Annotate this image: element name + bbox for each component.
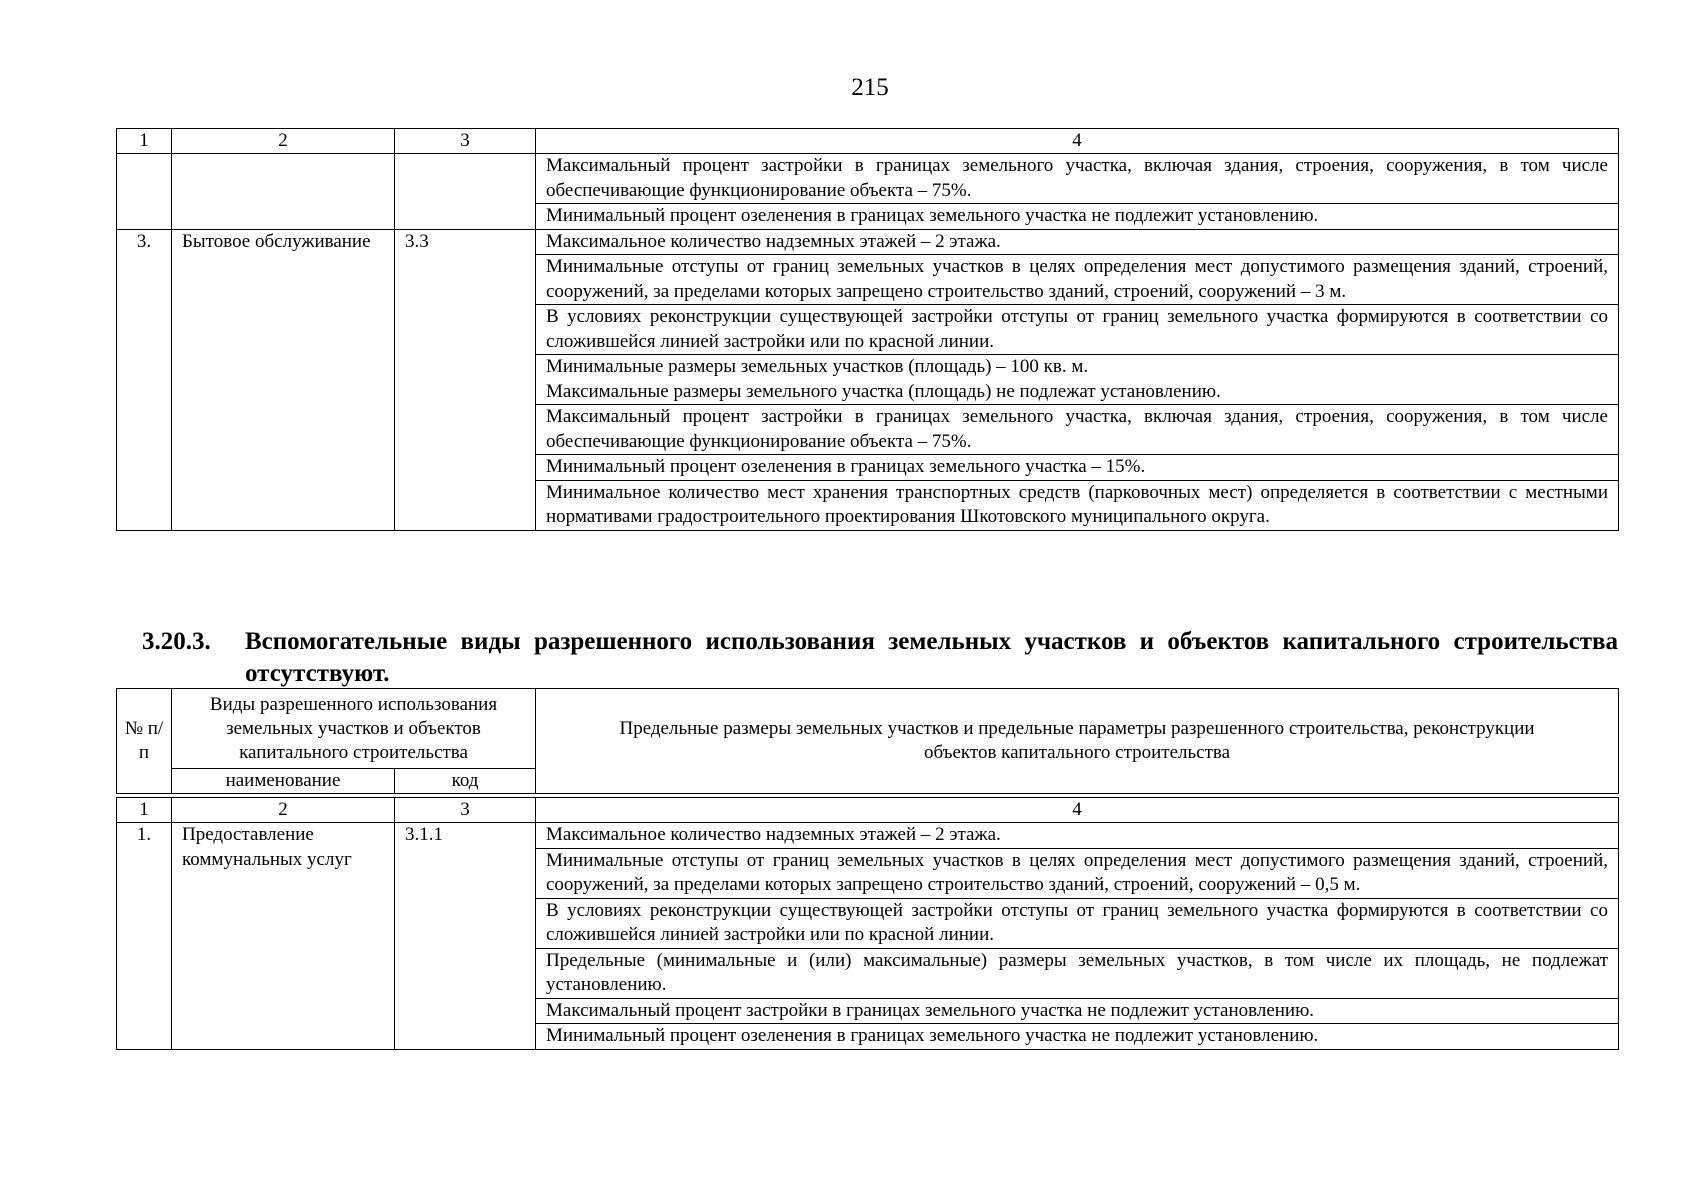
- entry-code: 3.1.1: [395, 823, 536, 1050]
- entry-number: 1.: [117, 823, 172, 1050]
- column-number: 4: [536, 129, 1619, 154]
- header-num-col: № п/п: [117, 689, 172, 794]
- param-line: Максимальные размеры земельного участка (площадь) не подлежат установлению.: [546, 380, 1221, 402]
- param-cell: Минимальные отступы от границ земельных участков в целях определения мест допустимого размещения зданий, строений, сооружений, за пределами которых запрещено строительство зданий, строений, сооружений – 0,5 м.: [536, 848, 1619, 898]
- section-heading: [142, 626, 1618, 690]
- param-cell: Максимальный процент застройки в границах земельного участка не подлежит установлению.: [536, 998, 1619, 1024]
- column-number: 2: [172, 129, 395, 154]
- param-cell: Максимальный процент застройки в границах земельного участка, включая здания, строения, сооружения, в том числе обеспечивающие функционирование объекта – 75%.: [536, 405, 1619, 455]
- param-cell: Максимальное количество надземных этажей – 2 этажа.: [536, 823, 1619, 849]
- column-number: 1: [117, 798, 172, 823]
- column-number: 2: [172, 798, 395, 823]
- entry-name: Предоставление коммунальных услуг: [172, 823, 395, 1050]
- column-number: 3: [395, 129, 536, 154]
- table-row: [117, 154, 1619, 204]
- table-row: [117, 823, 1619, 849]
- column-number: 4: [536, 798, 1619, 823]
- column-number: 3: [395, 798, 536, 823]
- header-code-col: код: [395, 769, 536, 794]
- param-cell: Максимальное количество надземных этажей – 2 этажа.: [536, 229, 1619, 255]
- second-table-header: [116, 688, 1619, 794]
- empty-cell: [172, 154, 395, 230]
- header-types-col: Виды разрешенного использования земельных участков и объектов капитального строительства: [172, 689, 536, 769]
- entry-number: 3.: [117, 229, 172, 530]
- param-cell: Минимальный процент озеленения в границах земельного участка не подлежит установлению.: [536, 204, 1619, 230]
- param-cell: В условиях реконструкции существующей застройки отступы от границ земельного участка формируются в соответствии со сложившейся линией застройки или по красной линии.: [536, 898, 1619, 948]
- column-number: 1: [117, 129, 172, 154]
- empty-cell: [117, 154, 172, 230]
- param-cell: Минимальное количество мест хранения транспортных средств (парковочных мест) определяется в соответствии с местными нормативами градостроительного проектирования Шкотовского муниципального округа.: [536, 480, 1619, 530]
- empty-cell: [395, 154, 536, 230]
- column-number-row: [117, 129, 1619, 154]
- header-name-col: наименование: [172, 769, 395, 794]
- second-table: [116, 797, 1619, 1050]
- column-number-row: [117, 798, 1619, 823]
- page-number: 215: [851, 74, 889, 101]
- section-number: 3.20.3.: [142, 628, 211, 655]
- param-cell: Максимальный процент застройки в границах земельного участка, включая здания, строения, сооружения, в том числе обеспечивающие функционирование объекта – 75%.: [536, 154, 1619, 204]
- header-row: [117, 689, 1619, 769]
- entry-code: 3.3: [395, 229, 536, 530]
- param-line: Минимальные размеры земельных участков (площадь) – 100 кв. м.: [546, 356, 1089, 377]
- param-cell: [536, 355, 1619, 405]
- param-cell: Минимальный процент озеленения в границах земельного участка – 15%.: [536, 455, 1619, 481]
- table-row: [117, 229, 1619, 255]
- entry-name: Бытовое обслуживание: [172, 229, 395, 530]
- section-title: Вспомогательные виды разрешенного использования земельных участков и объектов капитального строительства отсутствуют.: [245, 628, 1618, 687]
- param-cell: Минимальный процент озеленения в границах земельного участка не подлежит установлению.: [536, 1024, 1619, 1050]
- top-table: [116, 128, 1619, 531]
- param-cell: Предельные (минимальные и (или) максимальные) размеры земельных участков, в том числе их площадь, не подлежат установлению.: [536, 948, 1619, 998]
- header-params-col: Предельные размеры земельных участков и предельные параметры разрешенного строительства, реконструкции объектов капитального строительства: [536, 689, 1619, 794]
- param-cell: В условиях реконструкции существующей застройки отступы от границ земельного участка формируются в соответствии со сложившейся линией застройки или по красной линии.: [536, 305, 1619, 355]
- param-cell: Минимальные отступы от границ земельных участков в целях определения мест допустимого размещения зданий, строений, сооружений, за пределами которых запрещено строительство зданий, строений, сооружений – 3 м.: [536, 255, 1619, 305]
